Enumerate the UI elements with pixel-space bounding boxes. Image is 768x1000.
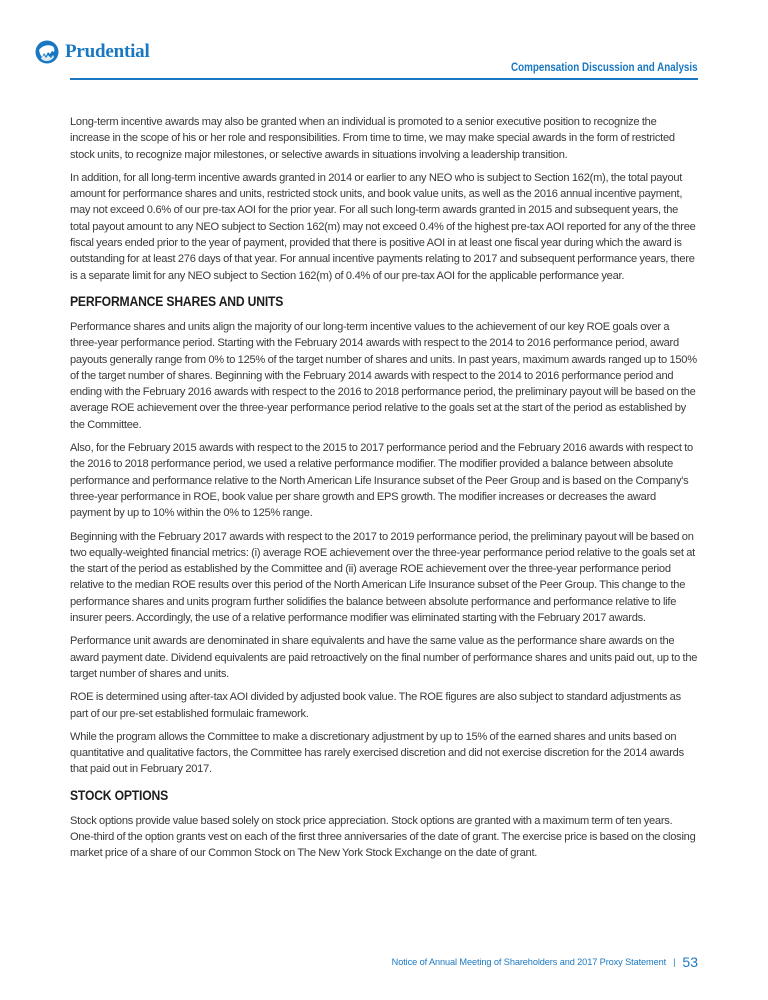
paragraph: ROE is determined using after-tax AOI divided by adjusted book value. The ROE figures are also subject to standard adjustments as part of our pre-set established formulaic framework. [70,691,681,720]
section-heading-performance-shares: PERFORMANCE SHARES AND UNITS [70,293,284,309]
paragraph: Also, for the February 2015 awards with respect to the 2015 to 2017 performance period and the February 2016 awards with respect to the 2016 to 2018 performance period, we used a relative performance modifier. The modifier provided a balance between absolute performance and performance relative to the North American Life Insurance subset of the Peer Group and is based on the Company's three-year performance in ROE, book value per share growth and EPS growth. The modifier increases or decreases the award payment by up to 10% within the 0% to 125% range. [70,442,693,520]
rock-of-gibraltar-icon [35,40,59,64]
page-footer [392,954,698,970]
prudential-logo [35,40,150,64]
paragraph: In addition, for all long-term incentive awards granted in 2014 or earlier to any NEO who is subject to Section 162(m), the total payout amount for performance shares and units, restricted stock units, and book value units, as well as the 2016 annual incentive payment, may not exceed 0.6% of our pre-tax AOI for the prior year. For all such long-term awards granted in 2015 and subsequent years, the total payout amount to any NEO subject to Section 162(m) may not exceed 0.4% of the highest pre-tax AOI reported for any of the three fiscal years ended prior to the year of payment, provided that there is positive AOI in at least one fiscal year during which the award is outstanding for at least 276 days of that year. For annual incentive payments relating to 2017 and subsequent performance years, there is a separate limit for any NEO subject to Section 162(m) of 0.4% of our pre-tax AOI for the applicable performance year. [70,171,696,282]
header-divider [70,78,698,80]
section-title: Compensation Discussion and Analysis [511,60,698,74]
footer-separator: | [673,957,676,967]
footer-document-title: Notice of Annual Meeting of Shareholders and 2017 Proxy Statement [391,957,667,967]
paragraph: While the program allows the Committee to make a discretionary adjustment by up to 15% of the earned shares and units based on quantitative and qualitative factors, the Committee has rarely exercised discretion and did not exercise discretion for the 2014 awards that paid out in February 2017. [70,730,684,776]
paragraph: Long-term incentive awards may also be granted when an individual is promoted to a senior executive position to recognize the increase in the scope of his or her role and responsibilities. From time to time, we may make special awards in the form of restricted stock units, to recognize major milestones, or selective awards in situations involving a leadership transition. [70,116,675,161]
paragraph: Stock options provide value based solely on stock price appreciation. Stock options are granted with a maximum term of ten years. One-third of the option grants vest on each of the first three anniversaries of the date of grant. The exercise price is based on the closing market price of a share of our Common Stock on The New York Stock Exchange on the date of grant. [70,814,696,860]
page-number: 53 [682,954,698,970]
paragraph: Performance shares and units align the majority of our long-term incentive values to the achievement of our key ROE goals over a three-year performance period. Starting with the February 2014 awards with respect to the 2014 to 2016 performance period, award payouts generally range from 0% to 125% of the target number of shares and units. In past years, maximum awards ranged up to 150% of the target number of shares. Beginning with the February 2014 awards with respect to the 2014 to 2016 performance period and ending with the February 2016 awards with respect to the 2016 to 2018 performance period, the preliminary payout will be based on the average ROE achievement over the three-year performance period relative to the goals set at the start of the period as established by the Committee. [70,320,697,431]
document-body [70,114,698,869]
paragraph: Performance unit awards are denominated in share equivalents and have the same value as the performance share awards on the award payment date. Dividend equivalents are paid retroactively on the final number of performance shares and units paid out, up to the target number of shares and units. [70,635,698,680]
paragraph: Beginning with the February 2017 awards with respect to the 2017 to 2019 performance period, the preliminary payout will be based on two equally-weighted financial metrics: (i) average ROE achievement over the three-year performance period relative to the goals set at the start of the period as established by the Committee and (ii) average ROE achievement over the three-year performance period relative to the median ROE results over this period of the North American Life Insurance subset of the Peer Group. This change to the performance shares and units program further solidifies the balance between absolute performance and performance relative to life insurer peers. Accordingly, the use of a relative performance modifier was eliminated starting with the February 2017 awards. [70,530,695,625]
section-heading-stock-options: STOCK OPTIONS [70,787,169,803]
brand-name: Prudential [65,41,150,62]
